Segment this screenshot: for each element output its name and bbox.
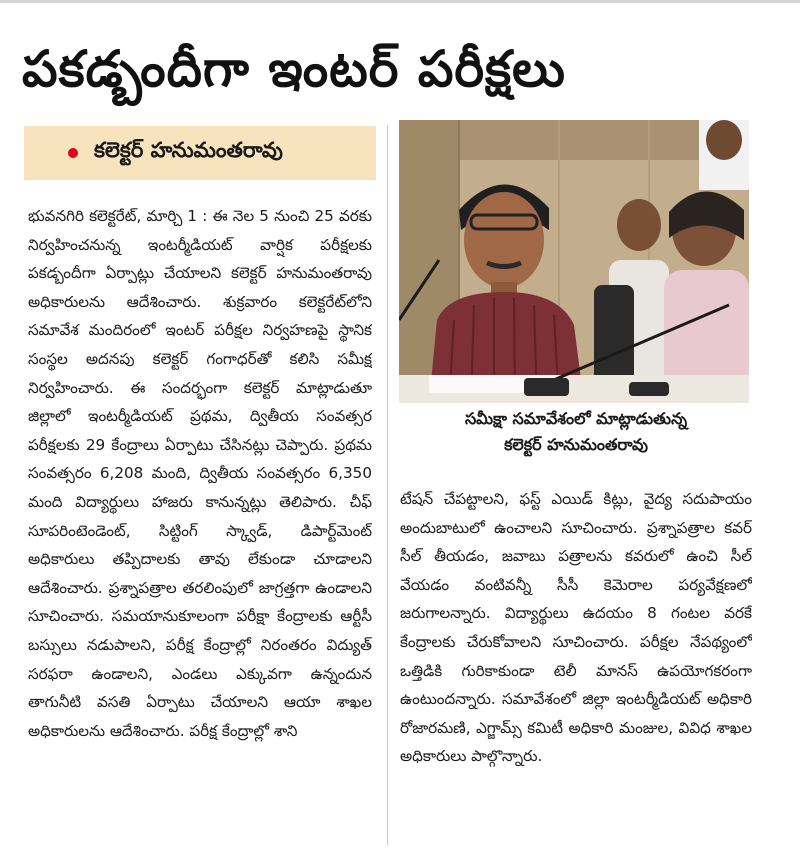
news-photo [399, 120, 749, 403]
byline: కలెక్టర్ హనుమంతరావు [94, 138, 283, 162]
article-body-right: టేషన్ చేపట్టాలని, ఫస్ట్ ఎయిడ్ కిట్లు, వైద్య సదుపాయం అందుబాటులో ఉంచాలని సూచించారు. ప్రశ్నాపత్రాల కవర్ సీల్ తీయడం, జవాబు పత్రాలను కవరులో ఉంచి సీల్ వేయడం వంటివన్నీ సీసీ కెమెరాల పర్యవేక్షణలో జరుగాలన్నారు. విద్యార్థులు ఉదయం 8 గంటల వరకే కేంద్రాలకు చేరుకోవాలని సూచించారు. పరీక్షల నేపథ్యంలో ఒత్తిడికి గురికాకుండా టెలీ మానస్ ఉపయోగకరంగా ఉంటుందన్నారు. సమావేశంలో జిల్లా ఇంటర్మీడియట్ అధికారి రోజారమణి, ఎగ్జామ్స్ కమిటీ అధికారి మంజుల, వివిధ శాఖల అధికారులు పాల్గొన్నారు. [400, 490, 752, 766]
bullet-icon [68, 148, 78, 158]
column-divider [387, 125, 388, 845]
top-rule [0, 0, 800, 3]
article-body-left: భువనగిరి కలెక్టరేట్, మార్చి 1 : ఈ నెల 5 నుంచి 25 వరకు నిర్వహించనున్న ఇంటర్మీడియట్ వార్షిక పరీక్షలకు పకడ్బందీగా ఏర్పాట్లు చేయాలని కలెక్టర్ హనుమంతరావు అధికారులను ఆదేశించారు. శుక్రవారం కలెక్టరేట్‌లోని సమావేశ మందిరంలో ఇంటర్ పరీక్షల నిర్వహణపై స్థానిక సంస్థల అదనపు కలెక్టర్ గంగాధర్‌తో కలిసి సమీక్ష నిర్వహించారు. ఈ సందర్భంగా కలెక్టర్ మాట్లాడుతూ జిల్లాలో ఇంటర్మీడియట్ ప్రథమ, ద్వితీయ సంవత్సర పరీక్షలకు 29 కేంద్రాలు ఏర్పాటు చేసినట్లు చెప్పారు. ప్రథమ సంవత్సరం 6,208 మంది, ద్వితీయ సంవత్సరం 6,350 మంది విద్యార్థులు హాజరు కానున్నట్లు తెలిపారు. చీఫ్ సూపరింటెండెంట్, సిట్టింగ్ స్క్వాడ్, డిపార్ట్‌మెంట్ అధికారులు తప్పిదాలకు తావు లేకుండా చూడాలని ఆదేశించారు. ప్రశ్నాపత్రాల తరలింపులో జాగ్రత్తగా ఉండాలని సూచించారు. సమయానుకూలంగా పరీక్షా కేంద్రాలకు ఆర్టీసీ బస్సులు నడుపాలని, పరీక్ష కేంద్రాల్లో నిరంతరం విద్యుత్ సరఫరా ఉండాలని, ఎండలు ఎక్కువగా ఉన్నందున తాగునీటి వసతి ఏర్పాటు చేయాలని ఆయా శాఖల అధికారులను ఆదేశించారు. పరీక్ష కేంద్రాల్లో శాని [28, 207, 372, 740]
caption-line-2: కలెక్టర్ హనుమంతరావు [504, 435, 648, 454]
byline-box [24, 126, 376, 180]
meeting-photo-illustration [399, 120, 749, 403]
caption-line-1: సమీక్షా సమావేశంలో మాట్లాడుతున్న [464, 409, 688, 428]
headline: పకడ్బందీగా ఇంటర్ పరీక్షలు [22, 40, 566, 98]
photo-caption [400, 406, 752, 466]
